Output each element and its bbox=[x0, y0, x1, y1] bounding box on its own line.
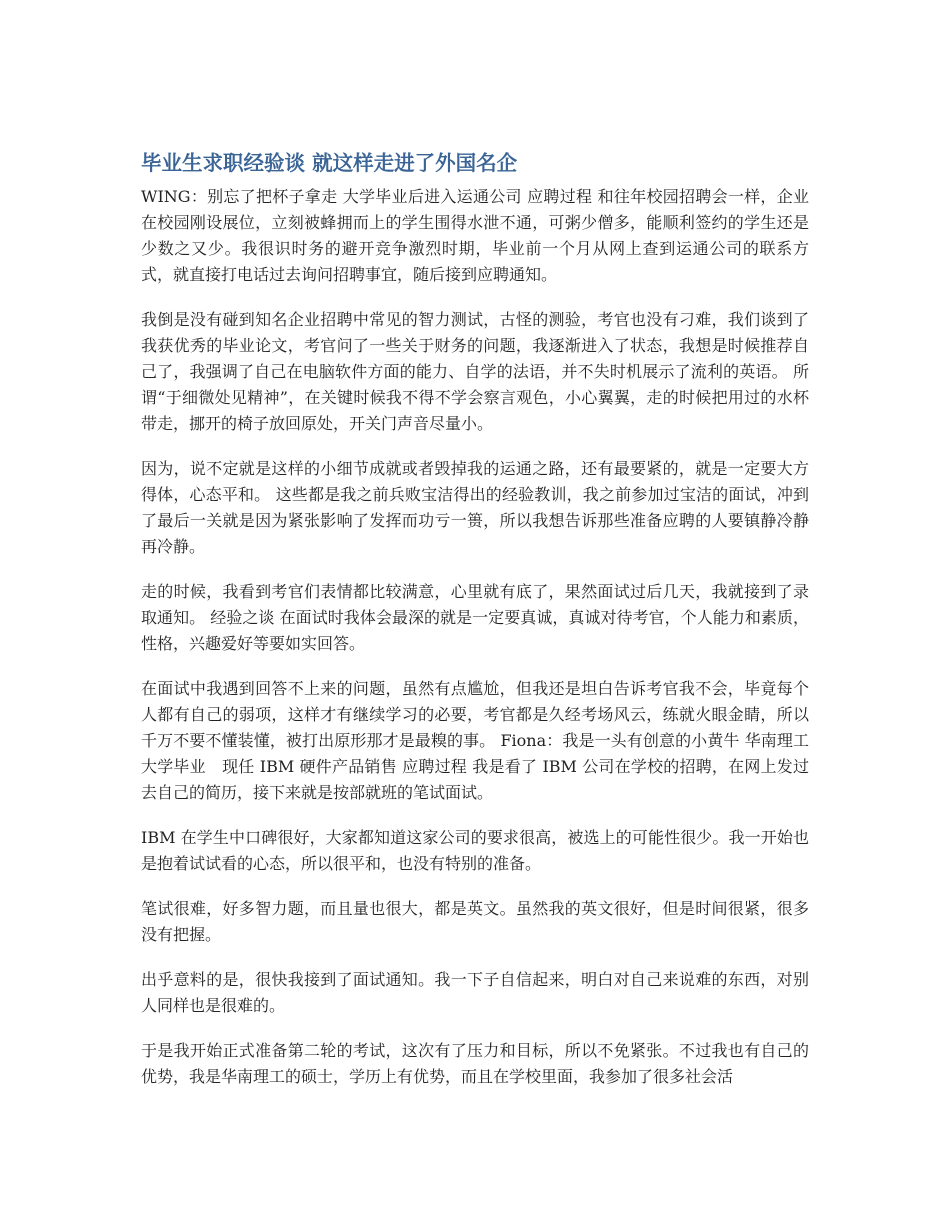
paragraph-6: IBM 在学生中口碑很好，大家都知道这家公司的要求很高，被选上的可能性很少。我一开始也是抱着试试看的心态，所以很平和，也没有特别的准备。 bbox=[141, 828, 809, 873]
paragraph-2: 我倒是没有碰到知名企业招聘中常见的智力测试，古怪的测验，考官也没有刁难，我们谈到了我获优秀的毕业论文，考官问了一些关于财务的问题，我逐渐进入了状态，我想是时候推荐自己了，我强调了自己在电脑软件方面的能力、自学的法语，并不失时机展示了流利的英语。 所谓“于细微处见精神”，在关键时候我不得不学会察言观色，小心翼翼，走的时候把用过的水杯带走，挪开的椅子放回原处，开关门声音尽量小。 bbox=[141, 310, 809, 433]
paragraph-3: 因为，说不定就是这样的小细节成就或者毁掉我的运通之路，还有最要紧的，就是一定要大方得体，心态平和。 这些都是我之前兵败宝洁得出的经验教训，我之前参加过宝洁的面试，冲到了最后一关就是因为紧张影响了发挥而功亏一篑，所以我想告诉那些准备应聘的人要镇静冷静再冷静。 bbox=[141, 459, 809, 556]
paragraph-8: 出乎意料的是，很快我接到了面试通知。我一下子自信起来，明白对自己来说难的东西，对别人同样也是很难的。 bbox=[141, 970, 809, 1015]
paragraph-7: 笔试很难，好多智力题，而且量也很大，都是英文。虽然我的英文很好，但是时间很紧，很多没有把握。 bbox=[141, 899, 809, 944]
paragraph-9: 于是我开始正式准备第二轮的考试，这次有了压力和目标，所以不免紧张。不过我也有自己的优势，我是华南理工的硕士，学历上有优势，而且在学校里面，我参加了很多社会活 bbox=[141, 1041, 809, 1086]
document-page bbox=[141, 148, 809, 1109]
paragraph-5: 在面试中我遇到回答不上来的问题，虽然有点尴尬，但我还是坦白告诉考官我不会，毕竟每个人都有自己的弱项，这样才有继续学习的必要，考官都是久经考场风云，练就火眼金睛，所以千万不要不懂装懂，被打出原形那才是最糗的事。 Fiona：我是一头有创意的小黄牛 华南理工大学毕业 现任 IBM 硬件产品销售 应聘过程 我是看了 IBM 公司在学校的招聘，在网上发过去自己的简历，接下来就是按部就班的笔试面试。 bbox=[141, 679, 809, 802]
paragraph-1: WING：别忘了把杯子拿走 大学毕业后进入运通公司 应聘过程 和往年校园招聘会一样，企业在校园刚设展位，立刻被蜂拥而上的学生围得水泄不通，可粥少僧多，能顺利签约的学生还是少数之又少。我很识时务的避开竞争激烈时期，毕业前一个月从网上查到运通公司的联系方式，就直接打电话过去询问招聘事宜，随后接到应聘通知。 bbox=[141, 187, 809, 284]
document-title: 毕业生求职经验谈 就这样走进了外国名企 bbox=[141, 151, 518, 175]
paragraph-4: 走的时候，我看到考官们表情都比较满意，心里就有底了，果然面试过后几天，我就接到了录取通知。 经验之谈 在面试时我体会最深的就是一定要真诚，真诚对待考官，个人能力和素质，性格，兴趣爱好等要如实回答。 bbox=[141, 582, 809, 653]
